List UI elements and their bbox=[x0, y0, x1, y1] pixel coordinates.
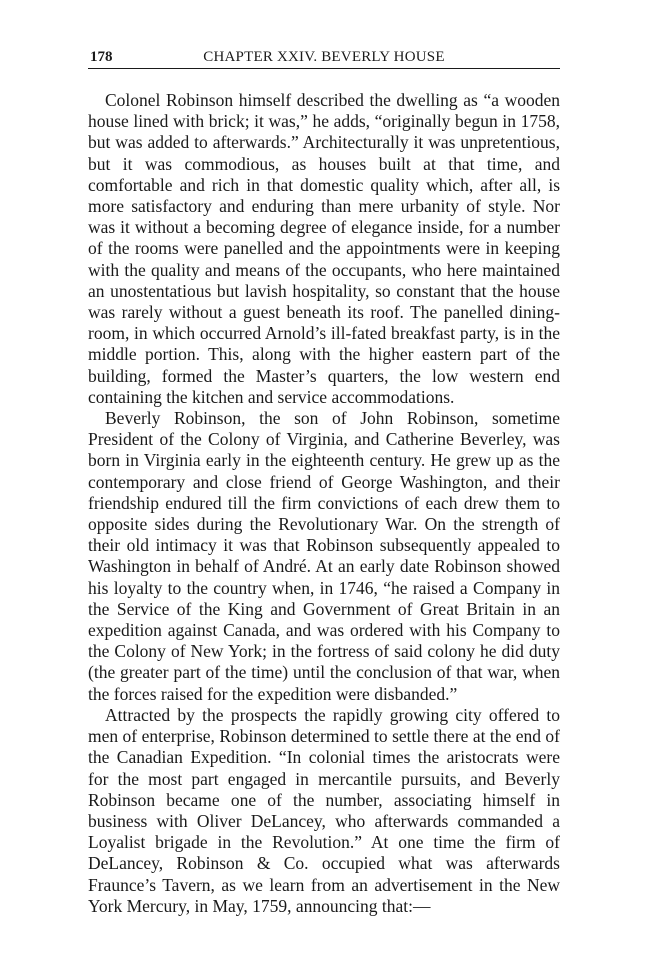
book-page bbox=[88, 46, 560, 917]
running-head bbox=[88, 46, 560, 69]
paragraph: Attracted by the prospects the rapidly growing city offered to men of enterprise, Robinson determined to settle there at the end of the Canadian Expedition. “In colonial times the aristocrats were for the most part engaged in mercantile pursuits, and Beverly Robinson became one of the number, associating himself in business with Oliver DeLancey, who afterwards commanded a Loyalist brigade in the Revolution.” At one time the firm of DeLancey, Robinson & Co. occupied what was afterwards Fraunce’s Tavern, as we learn from an advertisement in the New York Mercury, in May, 1759, announcing that:— bbox=[88, 704, 560, 916]
paragraph: Colonel Robinson himself described the dwelling as “a wooden house lined with brick; it was,” he adds, “originally begun in 1758, but was added to afterwards.” Architecturally it was unpretentious, but it was commodious, as houses built at that time, and comfortable and rich in that domestic quality which, after all, is more satisfactory and enduring than mere urbanity of style. Nor was it without a becoming degree of elegance inside, for a number of the rooms were panelled and the appointments were in keeping with the quality and means of the occupants, who here maintained an unostentatious but lavish hospitality, so constant that the house was rarely without a guest beneath its roof. The panelled dining-room, in which occurred Arnold’s ill-fated breakfast party, is in the middle portion. This, along with the higher eastern part of the building, formed the Master’s quarters, the low western end containing the kitchen and service accommodations. bbox=[88, 90, 560, 407]
page-number: 178 bbox=[90, 49, 113, 65]
body-text bbox=[88, 90, 560, 917]
chapter-title: CHAPTER XXIV. BEVERLY HOUSE bbox=[203, 49, 445, 65]
paragraph: Beverly Robinson, the son of John Robinson, sometime President of the Colony of Virginia, and Catherine Beverley, was born in Virginia early in the eighteenth century. He grew up as the contemporary and close friend of George Washington, and their friendship endured till the firm convictions of each drew them to opposite sides during the Revolutionary War. On the strength of their old intimacy it was that Robinson subsequently appealed to Washington in behalf of André. At an early date Robinson showed his loyalty to the country when, in 1746, “he raised a Company in the Service of the King and Government of Great Britain in an expedition against Canada, and was ordered with his Company to the Colony of New York; in the fortress of said colony he did duty (the greater part of the time) until the conclusion of that war, when the forces raised for the expedition were disbanded.” bbox=[88, 408, 560, 704]
